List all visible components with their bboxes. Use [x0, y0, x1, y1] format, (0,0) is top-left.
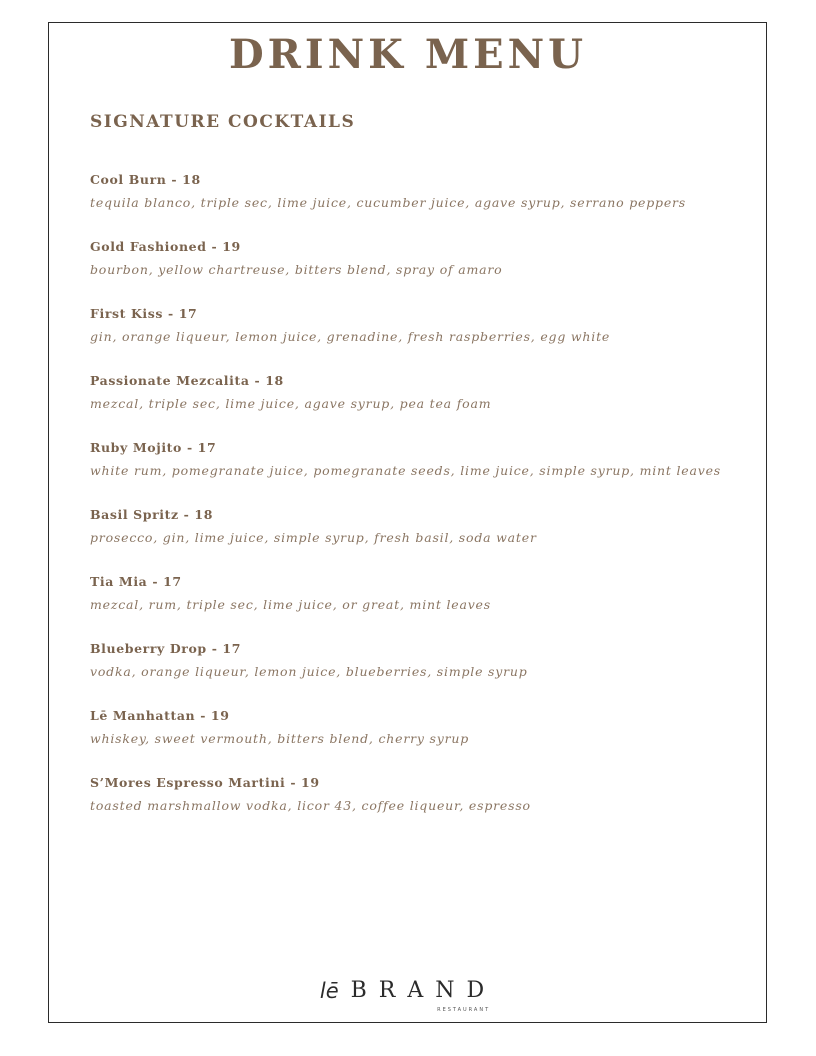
menu-item	[90, 305, 750, 372]
item-description: bourbon, yellow chartreuse, bitters blend, spray of amaro	[90, 262, 503, 277]
item-description: vodka, orange liqueur, lemon juice, blueberries, simple syrup	[90, 664, 528, 679]
item-name: Tia Mia - 17	[90, 574, 182, 589]
item-description: gin, orange liqueur, lemon juice, grenadine, fresh raspberries, egg white	[90, 329, 611, 344]
logo-prefix: lē	[319, 978, 339, 1003]
menu-item	[90, 171, 750, 238]
item-description: whiskey, sweet vermouth, bitters blend, cherry syrup	[90, 731, 470, 746]
menu-item	[90, 439, 750, 506]
menu-item	[90, 238, 750, 305]
menu-item	[90, 707, 750, 774]
item-description: mezcal, triple sec, lime juice, agave syrup, pea tea foam	[90, 396, 492, 411]
logo-subtitle: RESTAURANT	[437, 1007, 491, 1013]
item-name: Ruby Mojito - 17	[90, 440, 217, 455]
menu-item	[90, 372, 750, 439]
item-name: Cool Burn - 18	[90, 172, 201, 187]
menu-item	[90, 506, 750, 573]
menu-item	[90, 573, 750, 640]
item-name: Basil Spritz - 18	[90, 507, 214, 522]
item-name: First Kiss - 17	[90, 306, 198, 321]
item-description: mezcal, rum, triple sec, lime juice, or great, mint leaves	[90, 597, 491, 612]
brand-logo	[0, 978, 816, 1013]
item-name: S’Mores Espresso Martini - 19	[90, 775, 320, 790]
cocktail-list	[90, 171, 750, 841]
item-description: prosecco, gin, lime juice, simple syrup, fresh basil, soda water	[90, 530, 537, 545]
logo-line	[319, 978, 497, 1013]
item-description: white rum, pomegranate juice, pomegranate seeds, lime juice, simple syrup, mint leaves	[90, 463, 722, 478]
item-description: tequila blanco, triple sec, lime juice, cucumber juice, agave syrup, serrano peppers	[90, 195, 687, 210]
item-name: Lē Manhattan - 19	[90, 708, 230, 723]
item-name: Blueberry Drop - 17	[90, 641, 242, 656]
menu-item	[90, 774, 750, 841]
section-title: SIGNATURE COCKTAILS	[90, 112, 356, 132]
item-description: toasted marshmallow vodka, licor 43, coffee liqueur, espresso	[90, 798, 531, 813]
item-name: Passionate Mezcalita - 18	[90, 373, 284, 388]
item-name: Gold Fashioned - 19	[90, 239, 241, 254]
logo-wordmark: BRAND	[350, 978, 497, 1003]
menu-item	[90, 640, 750, 707]
menu-title: DRINK MENU	[228, 31, 588, 78]
